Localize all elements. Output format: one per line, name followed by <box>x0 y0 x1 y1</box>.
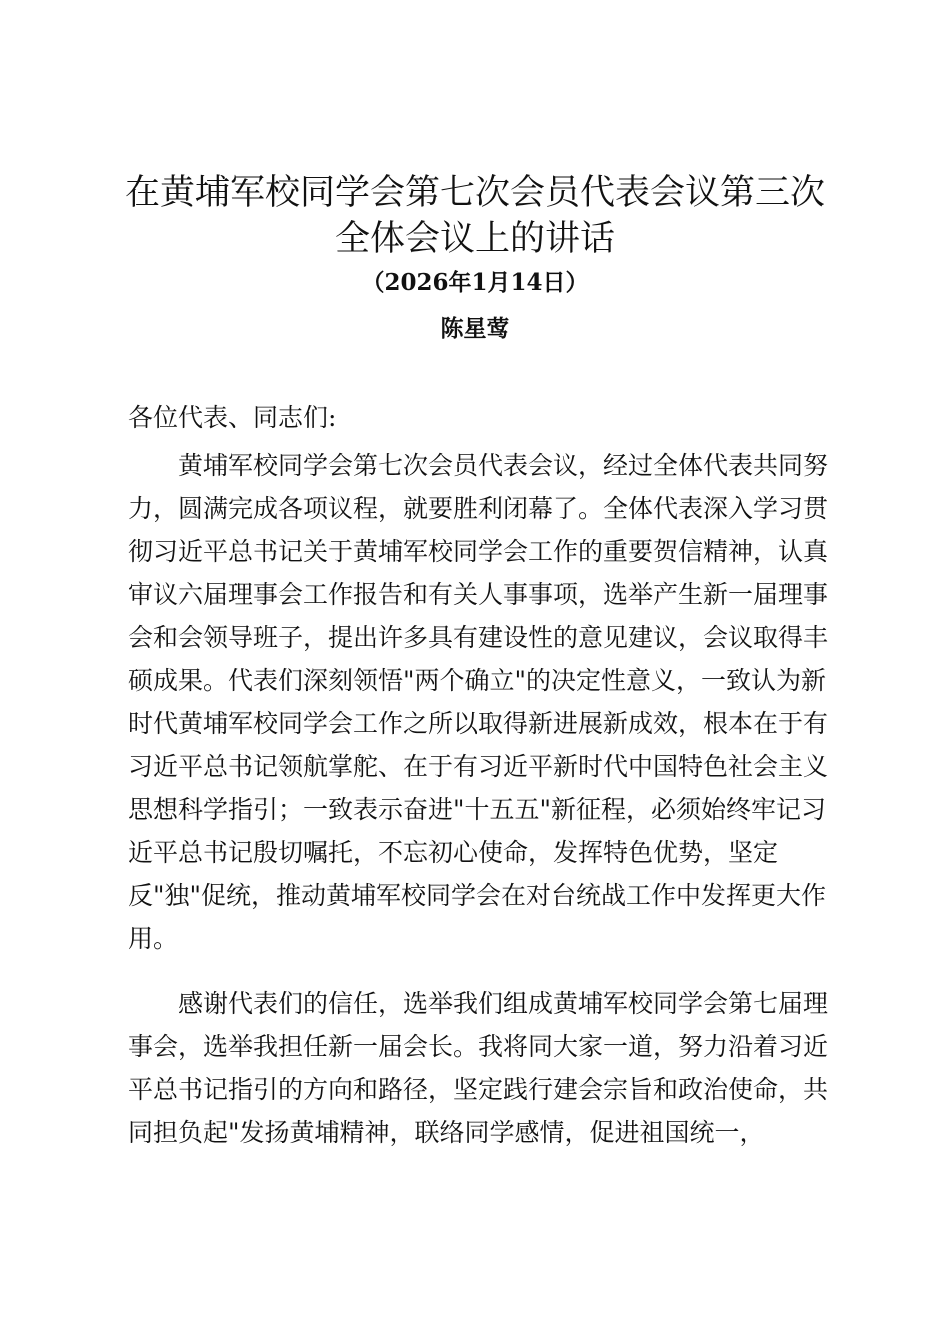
paragraph-1-text: 黄埔军校同学会第七次会员代表会议，经过全体代表共同努力，圆满完成各项议程，就要胜利闭幕了。全体代表深入学习贯彻习近平总书记关于黄埔军校同学会工作的重要贺信精神，认真审议六届理事会工作报告和有关人事事项，选举产生新一届理事会和会领导班子，提出许多具有建设性的意见建议，会议取得丰硕成果。代表们深刻领悟"两个确立"的决定性意义，一致认为新时代黄埔军校同学会工作之所以取得新进展新成效，根本在于有习近平总书记领航掌舵、在于有习近平新时代中国特色社会主义思想科学指引；一致表示奋进"十五五"新征程，必须始终牢记习近平总书记殷切嘱托，不忘初心使命，发挥特色优势，坚定反"独"促统，推动黄埔军校同学会在对台统战工作中发挥更大作用。 <box>128 451 829 953</box>
salutation: 各位代表、同志们: <box>128 403 337 432</box>
document-title-line-1: 在黄埔军校同学会第七次会员代表会议第三次 <box>124 173 825 213</box>
paragraph-2-text: 感谢代表们的信任，选举我们组成黄埔军校同学会第七届理事会，选举我担任新一届会长。我将同大家一道，努力沿着习近平总书记指引的方向和路径，坚定践行建会宗旨和政治使命，共同担负起"发扬黄埔精神，联络同学感情，促进祖国统一， <box>128 989 829 1147</box>
speech-date: （2026年1月14日） <box>361 269 589 296</box>
speaker-name: 陈星莺 <box>440 315 510 342</box>
paragraph-2 <box>128 982 828 1154</box>
paragraph-1 <box>128 444 828 960</box>
document-title-line-2: 全体会议上的讲话 <box>334 219 615 259</box>
